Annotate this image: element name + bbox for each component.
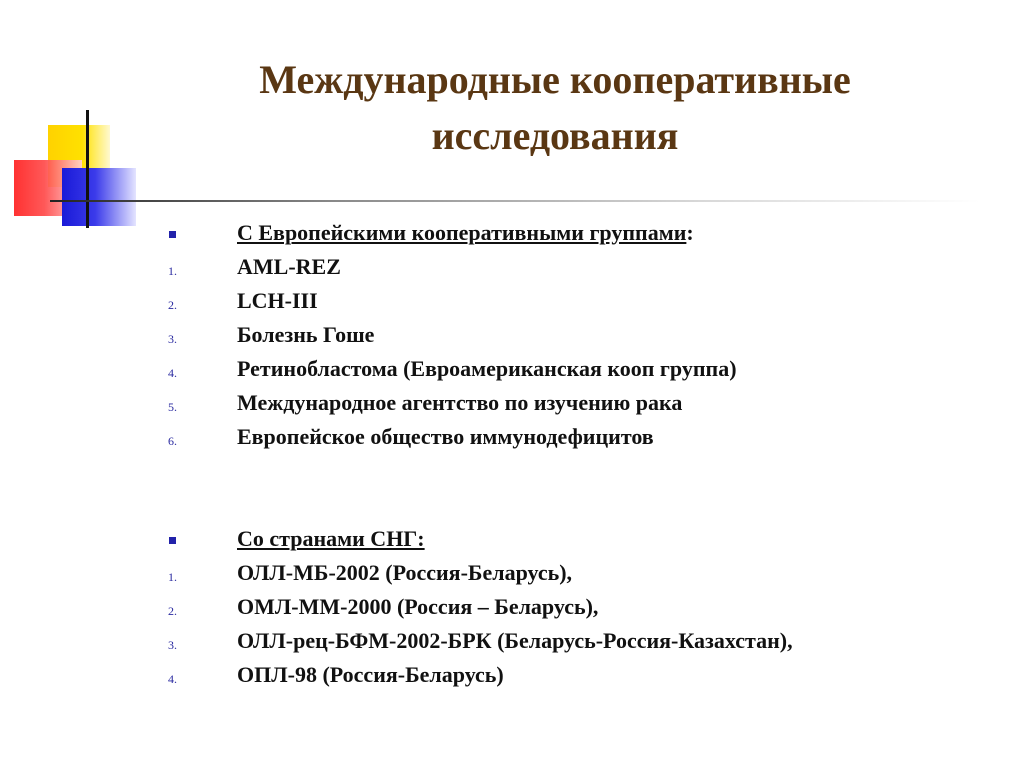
- vertical-line: [86, 110, 89, 228]
- list-item: [0, 658, 1024, 692]
- list-item: [0, 556, 1024, 590]
- list-number: 6.: [168, 434, 177, 448]
- section1-heading-colon: :: [686, 220, 694, 245]
- square-bullet-icon: [169, 231, 176, 238]
- decorative-blocks: [0, 0, 160, 240]
- list-number: 5.: [168, 400, 177, 414]
- title-rule: [50, 200, 980, 202]
- square-bullet-icon: [169, 537, 176, 544]
- slide-title: [190, 52, 920, 164]
- list-number: 4.: [168, 366, 177, 380]
- list-item: [0, 318, 1024, 352]
- list-item-text: ОМЛ-ММ-2000 (Россия – Беларусь),: [237, 594, 599, 619]
- list-item-text: AML-REZ: [237, 254, 341, 279]
- list-item-text: Европейское общество иммунодефицитов: [237, 424, 654, 449]
- list-number: 3.: [168, 332, 177, 346]
- list-item: [0, 250, 1024, 284]
- list-item-text: LCH-III: [237, 288, 318, 313]
- list-item: [0, 284, 1024, 318]
- list-item-text: Международное агентство по изучению рака: [237, 390, 683, 415]
- section1-heading-row: [0, 216, 1024, 250]
- list-item: [0, 352, 1024, 386]
- list-item-text: Ретинобластома (Евроамериканская кооп группа): [237, 356, 737, 381]
- list-number: 3.: [168, 638, 177, 652]
- list-number: 4.: [168, 672, 177, 686]
- title-line-1: Международные кооперативные: [259, 57, 851, 102]
- list-number: 1.: [168, 570, 177, 584]
- section2-heading-text: [237, 522, 425, 556]
- list-number: 1.: [168, 264, 177, 278]
- list-item: [0, 590, 1024, 624]
- list-item-text: ОЛЛ-рец-БФМ-2002-БРК (Беларусь-Россия-Казахстан),: [237, 628, 793, 653]
- section2-heading-row: [0, 522, 1024, 556]
- list-item: [0, 386, 1024, 420]
- title-line-2: исследования: [431, 113, 679, 158]
- section1-heading-text: [237, 216, 694, 250]
- list-number: 2.: [168, 298, 177, 312]
- list-item-text: ОПЛ-98 (Россия-Беларусь): [237, 662, 504, 687]
- list-item: [0, 420, 1024, 454]
- list-item-text: Болезнь Гоше: [237, 322, 375, 347]
- list-number: 2.: [168, 604, 177, 618]
- section1-heading: С Европейскими кооперативными группами: [237, 220, 687, 245]
- list-item-text: ОЛЛ-МБ-2002 (Россия-Беларусь),: [237, 560, 573, 585]
- list-item: [0, 624, 1024, 658]
- section2-heading: Со странами СНГ:: [237, 526, 425, 551]
